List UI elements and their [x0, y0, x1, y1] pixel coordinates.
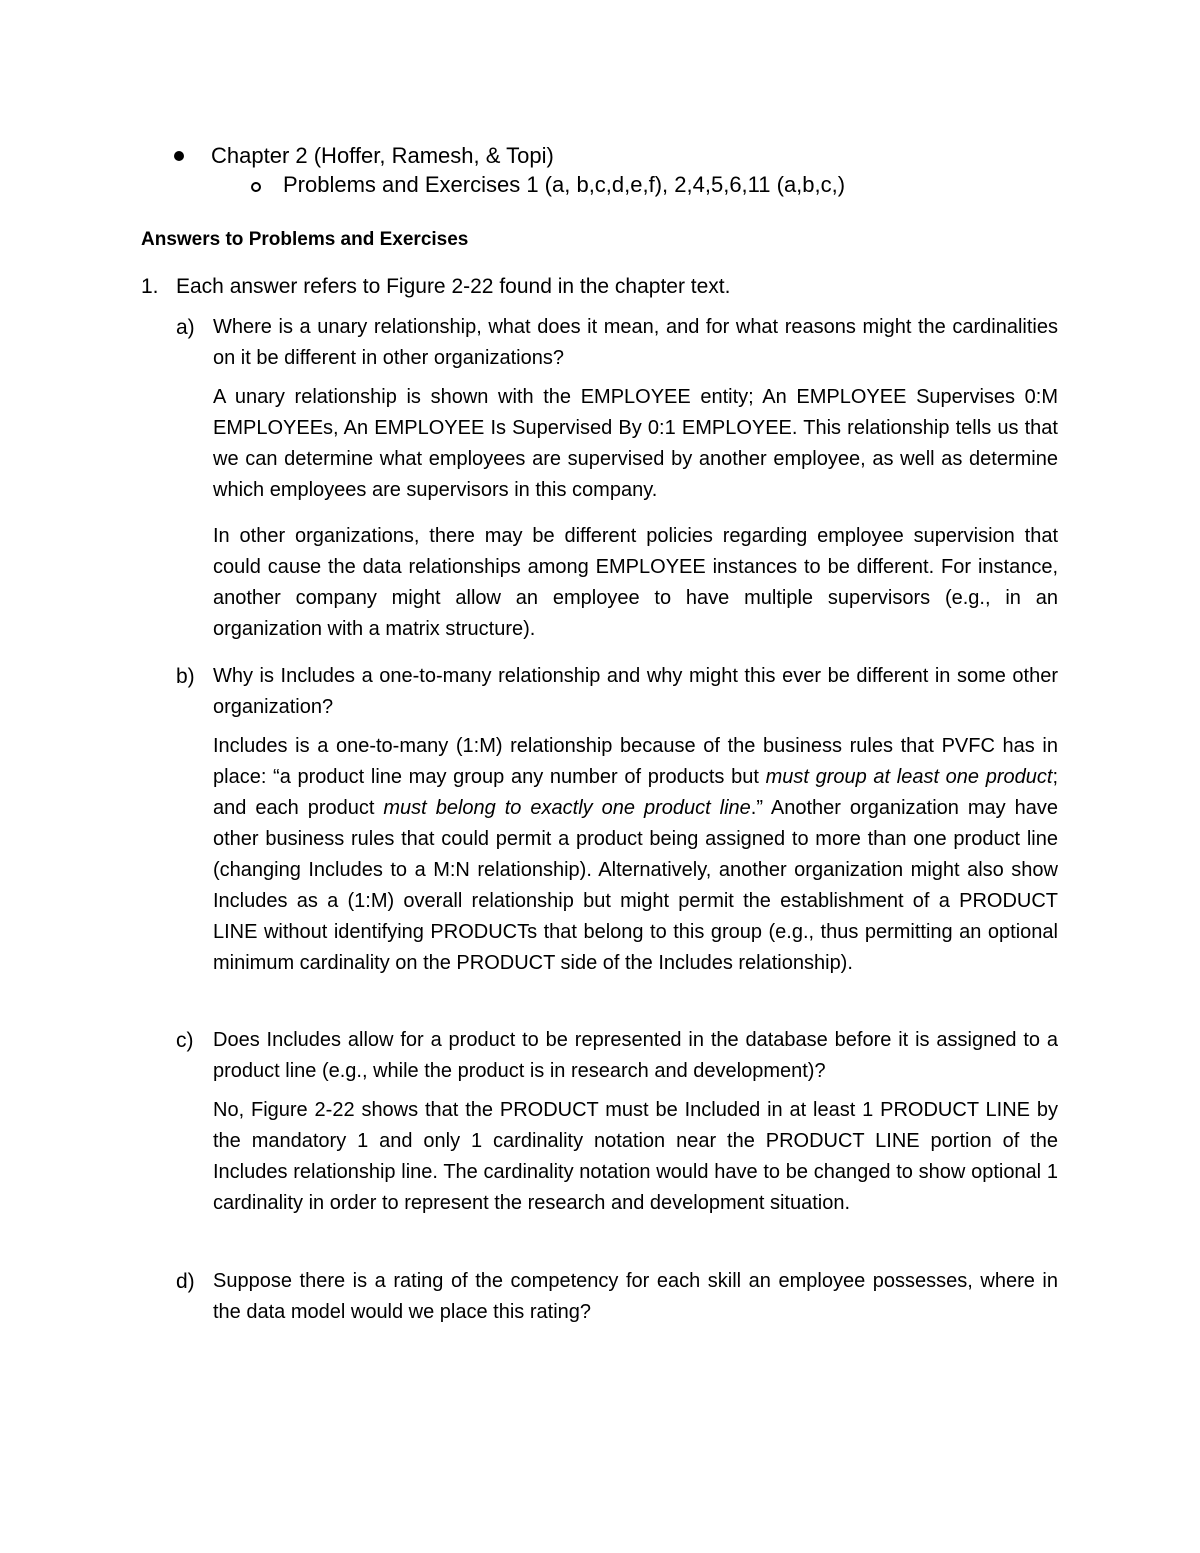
bullet-ring-icon: [251, 182, 261, 192]
bullet-dot-icon: [174, 151, 184, 161]
question-number: 1.: [141, 275, 159, 298]
part-a-answer-1-text: A unary relationship is shown with the EMPLOYEE entity; An EMPLOYEE Supervises 0:M EMPLOYEEs, An EMPLOYEE Is Supervised By 0:1 EMPLOYEE. This relationship tells us that we can determine what employees are supervised by another employee, as well as determine which employees are supervisors in this company.: [213, 386, 1058, 501]
part-b-letter: b): [176, 665, 195, 688]
part-a-answer-1: [213, 382, 1058, 506]
part-c-question: [213, 1025, 1058, 1087]
part-c-answer: [213, 1095, 1058, 1219]
part-d-question-text: Suppose there is a rating of the competency for each skill an employee possesses, where in the data model would we place this rating?: [213, 1270, 1058, 1323]
part-b-answer-em2: must belong to exactly one product line: [383, 797, 751, 819]
bullet-item-text: Chapter 2 (Hoffer, Ramesh, & Topi): [211, 143, 554, 168]
part-b-answer-seg3: .” Another organization may have other business rules that could permit a product being assigned to more than one product line (changing Includes to a M:N relationship). Alternatively, another organization might also show Includes as a (1:M) overall relationship but might permit the establishment of a PRODUCT LINE without identifying PRODUCTs that belong to this group (e.g., thus permitting an optional minimum cardinality on the PRODUCT side of the Includes relationship).: [213, 797, 1058, 974]
part-b-answer-em1: must group at least one product: [765, 766, 1053, 788]
part-b-question: [213, 661, 1058, 723]
part-b-answer: [213, 731, 1058, 979]
part-c-answer-text: No, Figure 2-22 shows that the PRODUCT must be Included in at least 1 PRODUCT LINE by the mandatory 1 and only 1 cardinality notation near the PRODUCT LINE portion of the Includes relationship line. The cardinality notation would have to be changed to show optional 1 cardinality in order to represent the research and development situation.: [213, 1099, 1058, 1214]
part-b-answer-seg2: ; and each product: [213, 766, 1058, 819]
part-c-question-text: Does Includes allow for a product to be represented in the database before it is assigned to a product line (e.g., while the product is in research and development)?: [213, 1029, 1058, 1082]
part-a-answer-2-text: In other organizations, there may be different policies regarding employee supervision that could cause the data relationships among EMPLOYEE instances to be different. For instance, another company might allow an employee to have multiple supervisors (e.g., in an organization with a matrix structure).: [213, 525, 1058, 640]
sub-bullet-item-text: Problems and Exercises 1 (a, b,c,d,e,f), 2,4,5,6,11 (a,b,c,): [283, 172, 846, 197]
part-c-letter: c): [176, 1029, 194, 1052]
part-d-letter: d): [176, 1270, 195, 1293]
part-a-answer-2: [213, 521, 1058, 645]
part-a-question-text: Where is a unary relationship, what does it mean, and for what reasons might the cardinalities on it be different in other organizations?: [213, 316, 1058, 369]
bullet-item-chapter: [174, 141, 554, 171]
part-d-question: [213, 1266, 1058, 1328]
part-a-letter: a): [176, 316, 195, 339]
part-b-answer-seg1: Includes is a one-to-many (1:M) relationship because of the business rules that PVFC has in place: “a product line may group any number of products but: [213, 735, 1058, 788]
question-text: Each answer refers to Figure 2-22 found in the chapter text.: [176, 275, 731, 298]
section-heading: Answers to Problems and Exercises: [141, 229, 469, 250]
part-b-answer-text: [213, 731, 1058, 979]
part-a-question: [213, 312, 1058, 374]
part-b-question-text: Why is Includes a one-to-many relationship and why might this ever be different in some other organization?: [213, 665, 1058, 718]
sub-bullet-item-problems: [251, 170, 845, 200]
